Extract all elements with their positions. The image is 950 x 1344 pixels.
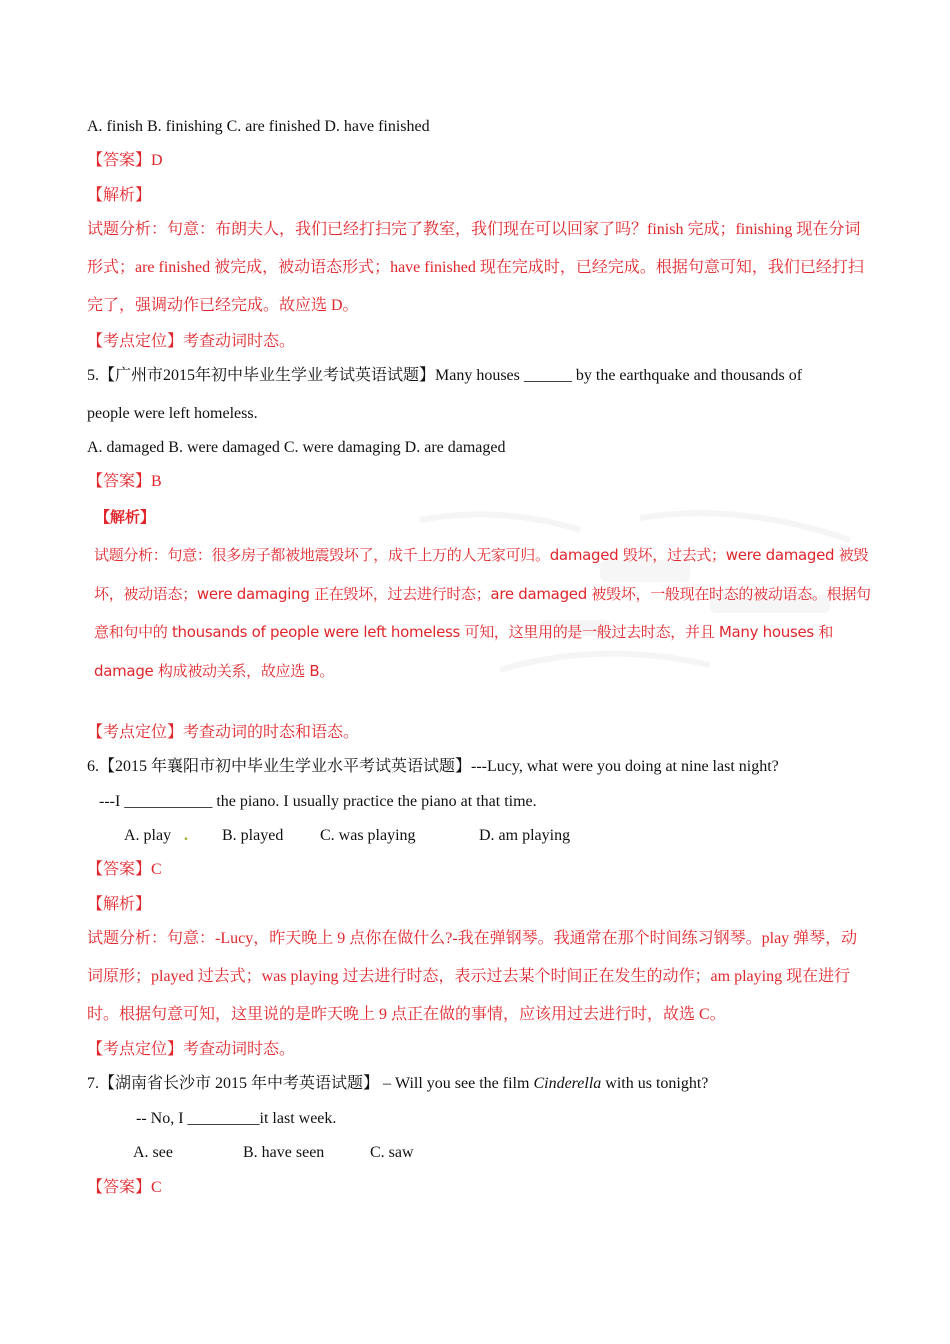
q4-point [87,332,295,352]
q6-stem-cont: ---I ___________ the piano. I usually practice the piano at that time. [99,793,537,810]
q7-option-b: B. have seen [243,1144,325,1161]
point-text: 考查动词的时态和语态。 [183,724,360,741]
point-label: 【考点定位】 [87,1041,184,1058]
q6-option-b: B. played [222,827,284,844]
q6-analysis: 试题分析：句意：-Lucy，昨天晚上 9 点你在做什么?-我在弹钢琴。我通常在那个时间练习钢琴。play 弹琴，动词原形；played 过去式；was playing 过去进行时态，表示过去某个时间正在发生的动作；am playing 现在进行时。根据句意可知，这里说的是昨天晚上 9 点正在做的事情，应该用过去进行时，故选 C。 [87,930,858,1023]
q7-option-c: C. saw [370,1144,414,1161]
q6-option-c: C. was playing [320,827,416,844]
q5-stem-cont: people were left homeless. [87,405,258,422]
q6-answer [87,860,162,880]
point-label: 【考点定位】 [87,333,184,350]
answer-value: D [151,152,163,169]
q7-film-title: Cinderella [533,1075,602,1092]
point-label: 【考点定位】 [87,724,184,741]
q4-analysis: 试题分析：句意：布朗夫人，我们已经打扫完了教室，我们现在可以回家了吗？finish 完成；finishing 现在分词形式；are finished 被完成，被动语态形式；have finished 现在完成时，已经完成。根据句意可知，我们已经打扫完了，强调动作已经完成。故应选 D。 [87,221,864,314]
q7-stem-prefix: 7.【湖南省长沙市 2015 年中考英语试题】 – Will you see the film [87,1075,534,1092]
q7-option-a: A. see [133,1144,173,1161]
q6-point [87,1040,295,1060]
q4-analysis-label: 【解析】 [87,187,152,204]
q5-stem: 5.【广州市2015年初中毕业生学业考试英语试题】Many houses ______ by the earthquake and thousands of [87,367,803,384]
q6-analysis-label: 【解析】 [87,896,152,913]
q6-stem: 6.【2015 年襄阳市初中毕业生学业水平考试英语试题】---Lucy, what were you doing at nine last night? [87,758,779,775]
point-text: 考查动词时态。 [183,1041,296,1058]
answer-label: 【答案】 [87,473,152,490]
q5-analysis-label: 【解析】 [95,508,156,526]
q7-stem-suffix: with us tonight? [601,1075,709,1092]
q6-option-a: A. play [124,827,172,844]
answer-value: C [151,1179,162,1196]
q5-point [87,723,359,743]
q5-answer [87,472,162,492]
answer-label: 【答案】 [87,861,152,878]
answer-value: B [151,473,162,490]
q6-option-d: D. am playing [479,827,571,844]
q7-stem-cont: -- No, I _________it last week. [136,1110,337,1127]
q5-options: A. damaged B. were damaged C. were damaging D. are damaged [87,439,506,456]
point-text: 考查动词时态。 [183,333,296,350]
answer-label: 【答案】 [87,1179,152,1196]
q4-answer [87,151,163,171]
q7-answer [87,1178,162,1198]
q5-analysis: 试题分析：句意：很多房子都被地震毁坏了，成千上万的人无家可归。damaged 毁坏，过去式；were damaged 被毁坏，被动语态；were damaging 正在毁坏，过去进行时态；are damaged 被毁坏，一般现在时态的被动语态。根据句意和句中的 thousands of people were left homeless 可知，这里用的是一般过去时态，并且 Many houses 和 damage 构成被动关系，故应选 B。 [94,546,871,680]
answer-label: 【答案】 [87,152,152,169]
answer-value: C [151,861,162,878]
dot-mark-icon: . [184,827,188,844]
q4-options: A. finish B. finishing C. are finished D. have finished [87,118,430,135]
q7-stem [87,1074,708,1094]
